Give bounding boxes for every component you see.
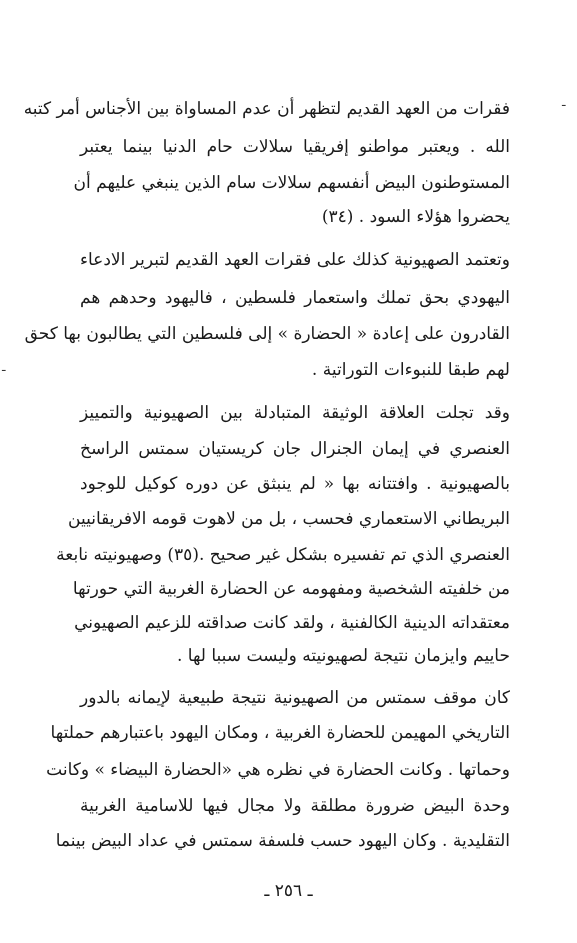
text-line: المستوطنون البيض أنفسهم سلالات سام الذين ينبغي عليهم أن xyxy=(73,173,510,193)
text-line: فقرات من العهد القديم لتظهر أن عدم المساواة بين الأجناس أمر كتبه xyxy=(23,99,510,119)
text-line: التقليدية . وكان اليهود حسب فلسفة سمتس في عداد البيض بينما xyxy=(55,831,510,851)
text-line: كان موقف سمتس من الصهيونية نتيجة طبيعية لإيمانه بالدور xyxy=(80,688,510,708)
text-line: وقد تجلت العلاقة الوثيقة المتبادلة بين الصهيونية والتمييز xyxy=(80,403,510,423)
text-line: وحدة البيض ضرورة مطلقة ولا مجال فيها للاسامية الغربية xyxy=(80,796,510,816)
text-line: الله . ويعتبر مواطنو إفريقيا سلالات حام الدنيا بينما يعتبر xyxy=(80,137,510,157)
text-line: لهم طبقا للنبوءات التوراتية . xyxy=(311,360,510,380)
text-line: العنصري الذي تم تفسيره بشكل غير صحيح .(٣٥) وصهيونيته نابعة xyxy=(56,545,510,565)
text-line: معتقداته الدينية الكالفنية ، ولقد كانت صداقته للزعيم الصهيوني xyxy=(74,613,510,633)
text-line: اليهودي بحق تملك واستعمار فلسطين ، فاليهود وحدهم هم xyxy=(80,288,510,308)
margin-tick: ـ xyxy=(2,360,6,374)
text-line: البريطاني الاستعماري فحسب ، بل من لاهوت قومه الافريقانيين xyxy=(68,509,510,529)
text-line: التاريخي المهيمن للحضارة الغربية ، ومكان اليهود باعتبارهم حملتها xyxy=(50,723,510,743)
text-line: يحضروا هؤلاء السود . (٣٤) xyxy=(321,207,510,227)
text-line: العنصري في إيمان الجنرال جان كريستيان سمتس الراسخ xyxy=(80,439,510,459)
margin-tick: ـ xyxy=(562,95,566,109)
text-line: وحماتها . وكانت الحضارة في نظره هي «الحضارة البيضاء » وكانت xyxy=(46,760,510,780)
text-line: القادرون على إعادة « الحضارة » إلى فلسطين التي يطالبون بها كحق xyxy=(24,324,510,344)
text-line: حاييم وايزمان نتيجة لصهيونيته وليست سببا لها . xyxy=(176,646,510,666)
text-line: وتعتمد الصهيونية كذلك على فقرات العهد القديم لتبرير الادعاء xyxy=(80,250,510,270)
text-line: بالصهيونية . وافتتانه بها « لم ينبثق عن دوره كوكيل للوجود xyxy=(80,474,510,494)
text-line: من خلفيته الشخصية ومفهومه عن الحضارة الغربية التي حورتها xyxy=(72,579,510,599)
page-number: ـ ٢٥٦ ـ xyxy=(264,881,313,901)
